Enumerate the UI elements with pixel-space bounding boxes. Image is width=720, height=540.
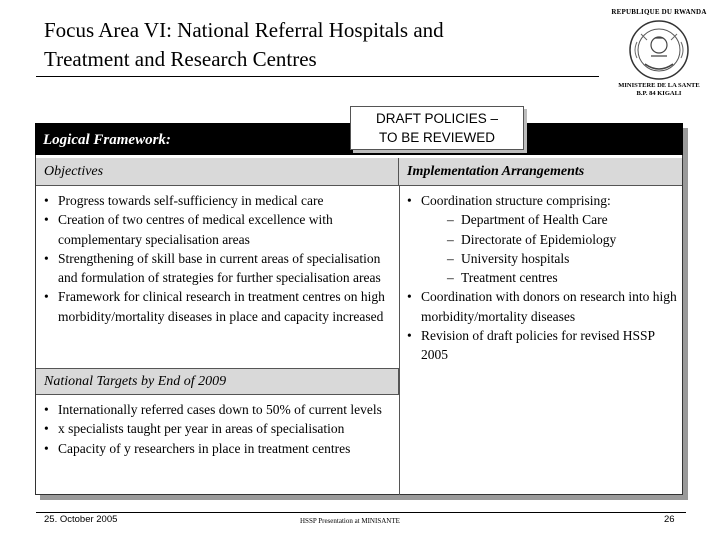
slide-title-line1: Focus Area VI: National Referral Hospitals and bbox=[44, 18, 444, 42]
objectives-header: Objectives bbox=[36, 158, 399, 186]
emblem-top-caption: REPUBLIQUE DU RWANDA bbox=[611, 8, 707, 16]
arrangements-header: Implementation Arrangements bbox=[399, 158, 682, 186]
draft-policies-note bbox=[350, 106, 524, 150]
target-item: • x specialists taught per year in areas of specialisation bbox=[44, 419, 396, 438]
objectives-list bbox=[44, 191, 396, 326]
arrangement-item: • Revision of draft policies for revised HSSP 2005 bbox=[407, 326, 679, 365]
column-divider bbox=[399, 186, 400, 495]
logical-framework-header: Logical Framework: bbox=[35, 123, 683, 155]
coordination-subitem: – University hospitals bbox=[421, 249, 679, 268]
targets-header: National Targets by End of 2009 bbox=[36, 368, 399, 395]
target-item: • Internationally referred cases down to 50% of current levels bbox=[44, 400, 396, 419]
coordination-subitem: – Department of Health Care bbox=[421, 210, 679, 229]
arrangements-list bbox=[407, 191, 679, 365]
ministry-emblem bbox=[604, 8, 714, 108]
slide-title bbox=[44, 16, 604, 74]
coordination-subitem: – Treatment centres bbox=[421, 268, 679, 287]
objective-item: • Framework for clinical research in treatment centres on high morbidity/mortality diseases in place and capacity increased bbox=[44, 287, 396, 326]
objective-item: • Creation of two centres of medical excellence with complementary specialisation areas bbox=[44, 210, 396, 249]
targets-list bbox=[44, 400, 396, 458]
slide-title-line2: Treatment and Research Centres bbox=[44, 47, 317, 71]
draft-note-line2: TO BE REVIEWED bbox=[378, 130, 496, 145]
title-underline bbox=[36, 76, 599, 77]
national-seal-icon bbox=[627, 18, 691, 82]
emblem-bottom-caption-line2: B.P. 84 KIGALI bbox=[636, 90, 682, 97]
objective-item: • Strengthening of skill base in current areas of specialisation and formulation of strategies for further specialisation areas bbox=[44, 249, 396, 288]
objective-item: • Progress towards self-sufficiency in medical care bbox=[44, 191, 396, 210]
draft-note-line1: DRAFT POLICIES – bbox=[375, 111, 499, 126]
emblem-bottom-caption-line1: MINISTERE DE LA SANTE bbox=[618, 82, 700, 89]
arrangement-item-label: Coordination structure comprising: bbox=[421, 193, 611, 208]
coordination-sublist bbox=[421, 210, 679, 287]
footer-caption: HSSP Presentation at MINISANTE bbox=[300, 517, 400, 525]
arrangement-item: • Coordination with donors on research into high morbidity/mortality diseases bbox=[407, 287, 679, 326]
arrangement-item bbox=[407, 191, 679, 287]
coordination-subitem: – Directorate of Epidemiology bbox=[421, 230, 679, 249]
footer-date: 25. October 2005 bbox=[44, 514, 118, 525]
page-number: 26 bbox=[664, 514, 675, 525]
footer-rule bbox=[36, 512, 686, 513]
target-item: • Capacity of y researchers in place in treatment centres bbox=[44, 439, 396, 458]
